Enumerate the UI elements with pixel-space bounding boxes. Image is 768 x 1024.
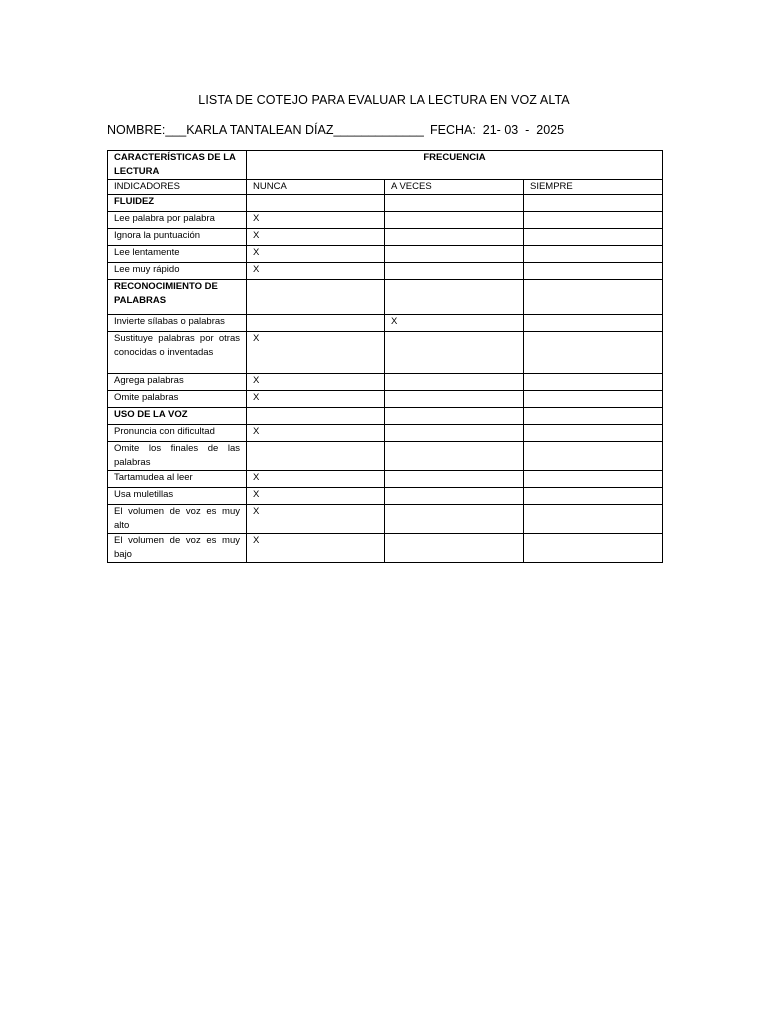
nunca-cell: X	[247, 229, 385, 246]
siempre-cell	[524, 488, 663, 505]
siempre-cell	[524, 229, 663, 246]
indicator-cell: Usa muletillas	[108, 488, 247, 505]
a-veces-cell	[385, 374, 524, 391]
siempre-cell	[524, 534, 663, 563]
date-line: FECHA: 21- 03 - 2025	[430, 123, 565, 137]
nunca-cell: X	[247, 534, 385, 563]
indicator-cell: Omite los finales de las palabras	[108, 442, 247, 471]
indicator-cell: Pronuncia con dificultad	[108, 425, 247, 442]
siempre-cell	[524, 425, 663, 442]
section-empty-cell	[524, 408, 663, 425]
table-row	[108, 246, 663, 263]
column-header-a-veces: A VECES	[385, 180, 524, 195]
column-header-indicators: INDICADORES	[108, 180, 247, 195]
section-title: USO DE LA VOZ	[108, 408, 247, 425]
section-empty-cell	[247, 408, 385, 425]
checklist-table	[107, 150, 663, 563]
siempre-cell	[524, 332, 663, 374]
column-header-siempre: SIEMPRE	[524, 180, 663, 195]
a-veces-cell	[385, 263, 524, 280]
table-row	[108, 391, 663, 408]
frequency-header: FRECUENCIA	[247, 151, 663, 180]
table-row	[108, 315, 663, 332]
column-header-row	[108, 180, 663, 195]
student-name-line: NOMBRE:___KARLA TANTALEAN DÍAZ_____________	[107, 123, 424, 137]
document-title: LISTA DE COTEJO PARA EVALUAR LA LECTURA EN VOZ ALTA	[198, 93, 570, 107]
indicator-cell: Lee palabra por palabra	[108, 212, 247, 229]
section-empty-cell	[524, 280, 663, 315]
nunca-cell: X	[247, 374, 385, 391]
nunca-cell: X	[247, 391, 385, 408]
section-empty-cell	[385, 195, 524, 212]
nunca-cell: X	[247, 212, 385, 229]
table-row	[108, 374, 663, 391]
nunca-cell: X	[247, 263, 385, 280]
siempre-cell	[524, 505, 663, 534]
table-row	[108, 425, 663, 442]
section-empty-cell	[524, 195, 663, 212]
section-empty-cell	[247, 280, 385, 315]
table-row	[108, 442, 663, 471]
a-veces-cell	[385, 442, 524, 471]
indicator-cell: Lee muy rápido	[108, 263, 247, 280]
nunca-cell: X	[247, 471, 385, 488]
siempre-cell	[524, 442, 663, 471]
table-row	[108, 471, 663, 488]
siempre-cell	[524, 212, 663, 229]
indicator-cell: El volumen de voz es muy alto	[108, 505, 247, 534]
a-veces-cell	[385, 425, 524, 442]
a-veces-cell	[385, 246, 524, 263]
a-veces-cell	[385, 471, 524, 488]
table-header-row	[108, 151, 663, 180]
section-row	[108, 195, 663, 212]
siempre-cell	[524, 391, 663, 408]
column-header-nunca: NUNCA	[247, 180, 385, 195]
a-veces-cell	[385, 488, 524, 505]
indicator-cell: El volumen de voz es muy bajo	[108, 534, 247, 563]
indicator-cell: Omite palabras	[108, 391, 247, 408]
indicator-cell: Agrega palabras	[108, 374, 247, 391]
nunca-cell: X	[247, 488, 385, 505]
section-empty-cell	[385, 280, 524, 315]
a-veces-cell	[385, 505, 524, 534]
siempre-cell	[524, 263, 663, 280]
a-veces-cell	[385, 332, 524, 374]
a-veces-cell	[385, 212, 524, 229]
section-empty-cell	[247, 195, 385, 212]
a-veces-cell: X	[385, 315, 524, 332]
characteristics-header: CARACTERÍSTICAS DE LA LECTURA	[108, 151, 247, 180]
nunca-cell: X	[247, 425, 385, 442]
indicator-cell: Tartamudea al leer	[108, 471, 247, 488]
table-row	[108, 229, 663, 246]
indicator-cell: Lee lentamente	[108, 246, 247, 263]
section-title: FLUIDEZ	[108, 195, 247, 212]
siempre-cell	[524, 246, 663, 263]
indicator-cell: Ignora la puntuación	[108, 229, 247, 246]
indicator-cell: Sustituye palabras por otras conocidas o inventadas	[108, 332, 247, 374]
table-row	[108, 534, 663, 563]
table-row	[108, 212, 663, 229]
table-row	[108, 488, 663, 505]
siempre-cell	[524, 315, 663, 332]
section-title: RECONOCIMIENTO DE PALABRAS	[108, 280, 247, 315]
table-row	[108, 332, 663, 374]
siempre-cell	[524, 471, 663, 488]
section-empty-cell	[385, 408, 524, 425]
a-veces-cell	[385, 229, 524, 246]
a-veces-cell	[385, 391, 524, 408]
a-veces-cell	[385, 534, 524, 563]
nunca-cell: X	[247, 505, 385, 534]
table-row	[108, 505, 663, 534]
table-row	[108, 263, 663, 280]
siempre-cell	[524, 374, 663, 391]
nunca-cell: X	[247, 246, 385, 263]
section-row	[108, 408, 663, 425]
indicator-cell: Invierte sílabas o palabras	[108, 315, 247, 332]
nunca-cell	[247, 315, 385, 332]
nunca-cell	[247, 442, 385, 471]
section-row	[108, 280, 663, 315]
nunca-cell: X	[247, 332, 385, 374]
